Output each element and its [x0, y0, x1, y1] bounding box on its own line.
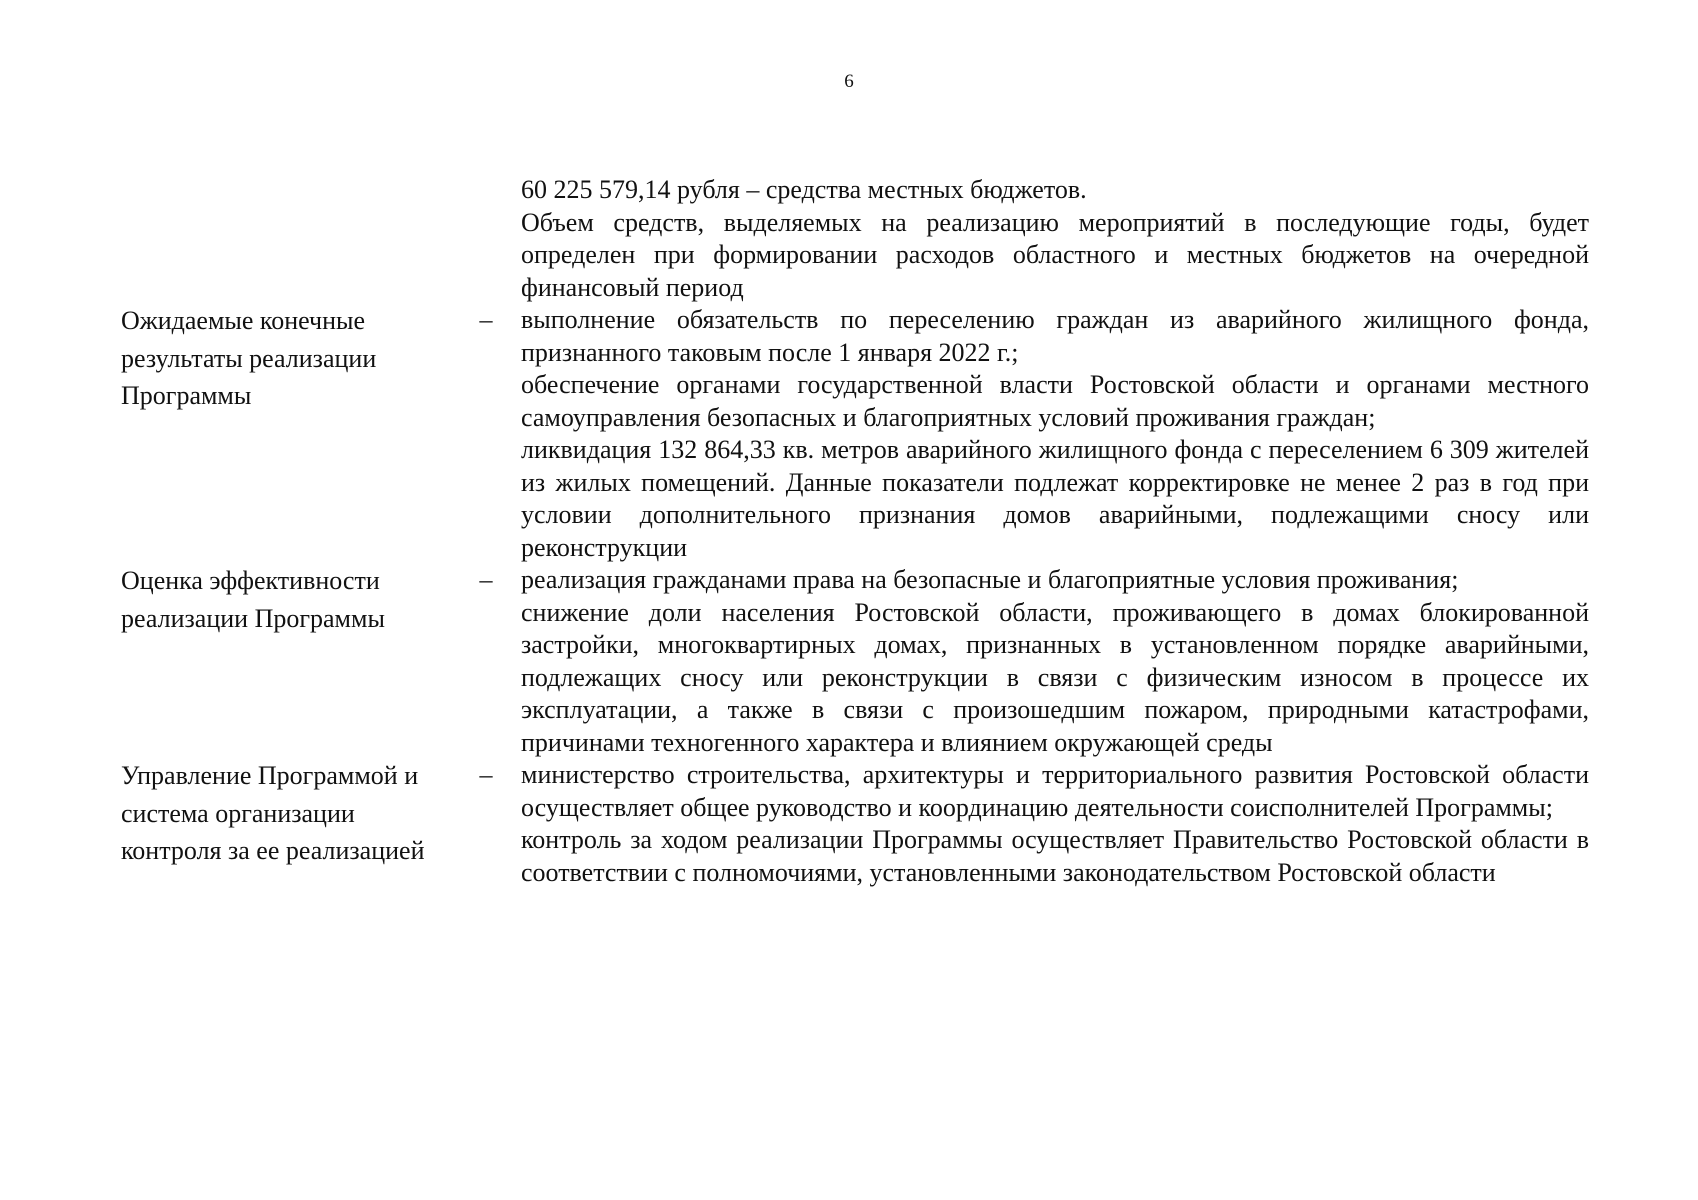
row-label-effectiveness: Оценка эффективности реализации Программы [121, 566, 385, 633]
row-content-expected-results [521, 304, 1589, 564]
page-number: 6 [844, 71, 854, 92]
row-label-management: Управление Программой и система организации контроля за ее реализацией [121, 761, 425, 865]
row-dash-effectiveness: – [479, 565, 493, 594]
row-dash-expected-results: – [479, 305, 493, 334]
row-content-management [521, 759, 1589, 889]
row-content-funding [521, 174, 1589, 304]
expected-result-item: обеспечение органами государственной власти Ростовской области и органами местного самоуправления безопасных и благоприятных условий проживания граждан; [521, 370, 1589, 432]
management-item: министерство строительства, архитектуры и территориального развития Ростовской области осуществляет общее руководство и координацию деятельности соисполнителей Программы; [521, 760, 1589, 822]
effectiveness-item: реализация гражданами права на безопасные и благоприятные условия проживания; [521, 565, 1459, 594]
expected-result-item: выполнение обязательств по переселению граждан из аварийного жилищного фонда, признанного таковым после 1 января 2022 г.; [521, 305, 1589, 367]
effectiveness-item: снижение доли населения Ростовской области, проживающего в домах блокированной застройки, многоквартирных домах, признанных в установленном порядке аварийными, подлежащих сносу или реконструкции в связи с физическим износом в процессе их эксплуатации, а также в связи с произошедшим пожаром, природными катастрофами, причинами техногенного характера и влиянием окружающей среды [521, 597, 1589, 757]
funding-future-years-text: Объем средств, выделяемых на реализацию мероприятий в последующие годы, будет определен при формировании расходов областного и местных бюджетов на очередной финансовый период [521, 207, 1589, 302]
management-item: контроль за ходом реализации Программы осуществляет Правительство Ростовской области в соответствии с полномочиями, установленными законодательством Ростовской области [521, 825, 1589, 887]
passport-row-effectiveness [121, 564, 1589, 759]
row-content-effectiveness [521, 564, 1589, 759]
program-passport-continuation [121, 174, 1589, 889]
expected-result-item: ликвидация 132 864,33 кв. метров аварийного жилищного фонда с переселением 6 309 жителей из жилых помещений. Данные показатели подлежат корректировке не менее 2 раз в год при условии дополнительного признания домов аварийными, подлежащими сносу или реконструкции [521, 435, 1589, 562]
passport-row-funding [121, 174, 1589, 304]
row-dash-management: – [479, 760, 493, 789]
passport-row-expected-results [121, 304, 1589, 564]
funding-local-budget-text: 60 225 579,14 рубля – средства местных бюджетов. [521, 175, 1087, 204]
row-label-expected-results: Ожидаемые конечные результаты реализации Программы [121, 306, 377, 410]
passport-row-management [121, 759, 1589, 889]
